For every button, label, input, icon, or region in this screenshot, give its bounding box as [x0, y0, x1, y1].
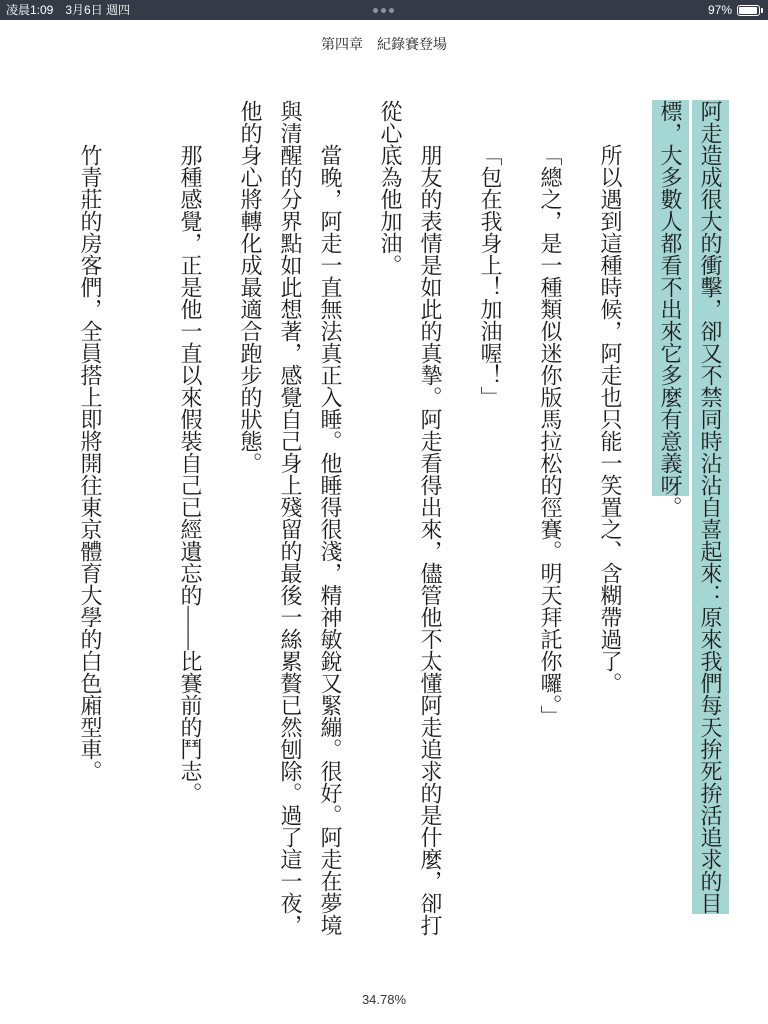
paragraph — [630, 100, 730, 940]
reading-progress: 34.78% — [361, 992, 407, 1007]
battery-icon — [737, 5, 760, 16]
status-date: 3月6日 週四 — [65, 3, 131, 17]
text-line: 他的身心將轉化成最適合跑步的狀態。 — [238, 100, 263, 474]
status-datetime — [6, 0, 130, 20]
status-battery — [708, 0, 760, 20]
dot — [389, 8, 394, 13]
text-line: 。 — [658, 496, 683, 518]
text-line: 所以遇到這種時候，阿走也只能一笑置之、含糊帶過了。 — [598, 144, 623, 694]
text-line: 「包在我身上！加油喔！」 — [478, 144, 503, 408]
text-line: 竹青莊的房客們，全員搭上即將開往東京體育大學的白色廂型車。 — [78, 144, 103, 782]
battery-level-fill — [739, 7, 757, 14]
battery-percent: 97% — [707, 3, 732, 17]
dot — [381, 8, 386, 13]
dot — [373, 8, 378, 13]
text-line: 與清醒的分界點如此想著，感覺自己身上殘留的最後一絲累贅已然刨除。過了這一夜， — [278, 100, 303, 936]
multitasking-dots-icon[interactable] — [373, 8, 394, 13]
text-line: 從心底為他加油。 — [378, 100, 403, 276]
highlighted-text[interactable]: 標，大多數人都看不出來它多麼有意義呀 — [652, 100, 689, 496]
page-text-area[interactable] — [50, 100, 730, 940]
status-time: 凌晨1:09 — [6, 3, 54, 17]
chapter-title: 第四章 紀錄賽登場 — [321, 37, 447, 53]
text-line: 朋友的表情是如此的真摯。阿走看得出來，儘管他不太懂阿走追求的是什麼，卻打 — [418, 144, 443, 936]
paragraph — [150, 100, 210, 940]
highlighted-text[interactable]: 阿走造成很大的衝擊，卻又不禁同時沾沾自喜起來：原來我們每天拚死拚活追求的目 — [692, 100, 729, 914]
paragraph — [570, 100, 630, 940]
paragraph — [450, 100, 510, 940]
paragraph — [50, 100, 150, 940]
status-bar — [0, 0, 768, 20]
text-line: 那種感覺，正是他一直以來假裝自己已經遺忘的——比賽前的鬥志。 — [178, 144, 203, 804]
paragraph — [510, 100, 570, 940]
paragraph — [350, 100, 450, 940]
text-line: 「總之，是一種類似迷你版馬拉松的徑賽。明天拜託你囉。」 — [538, 144, 563, 727]
text-line: 當晚，阿走一直無法真正入睡。他睡得很淺，精神敏銳又緊繃。很好。阿走在夢境 — [318, 144, 343, 936]
paragraph — [210, 100, 350, 940]
